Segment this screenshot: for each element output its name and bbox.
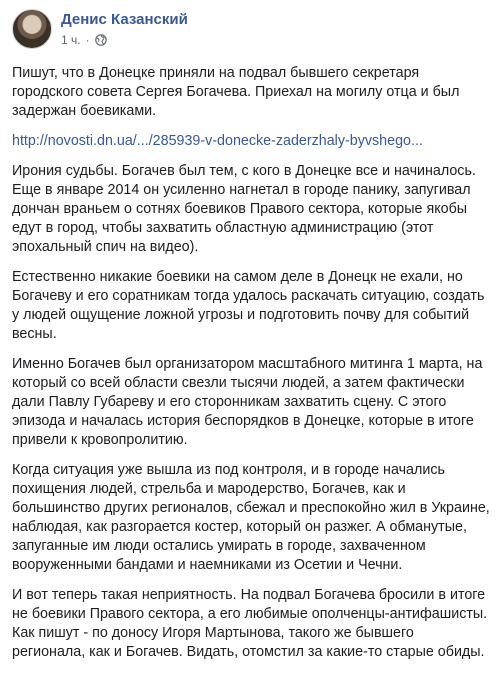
post-paragraph: Когда ситуация уже вышла из под контроля, и в городе начались похищения людей, стрельба и мародерство, Богачев, как и большинство других регионалов, сбежал и преспокойно жил в Украине, наблюдая, как разгорается костер, который он разжег. А обманутые, запуганные им люди остались умирать в городе, захваченном вооруженными бандами и наемниками из Осетии и Чечни. [12, 462, 490, 573]
post-body [12, 64, 490, 673]
post-paragraph: Естественно никакие боевики на самом деле в Донецк не ехали, но Богачеву и его соратникам тогда удалось раскачать ситуацию, создать у людей ощущение ложной угрозы и подготовить почву для событий весны. [12, 269, 485, 342]
post-paragraph: Ирония судьбы. Богачев был тем, с кого в Донецке все и начиналось. Еще в январе 2014 он усиленно нагнетал в городе панику, запугивал дончан враньем о сотнях боевиков Правого сектора, которые якобы едут в город, чтобы захватить областную администрацию (этот эпохальный спич на видео). [12, 163, 476, 255]
article-link[interactable]: http://novosti.dn.ua/.../285939-v-donecke-zaderzhaly-byvshego... [12, 133, 423, 149]
globe-icon[interactable] [95, 34, 107, 46]
post-paragraph: Пишут, что в Донецке приняли на подвал бывшего секретаря городского совета Сергея Богачева. Приехал на могилу отца и был задержан боевиками. [12, 65, 460, 119]
separator-dot: · [85, 33, 90, 47]
post-subline [61, 33, 188, 47]
post-header [12, 9, 188, 49]
post-paragraph: И вот теперь такая неприятность. На подвал Богачева бросили в итоге не боевики Правого сектора, а его любимые ополченцы-антифашисты. Как пишут - по доносу Игоря Мартынова, такого же бывшего регионала, как и Богачев. Видать, отомстил за какие-то старые обиды. [12, 587, 488, 660]
avatar[interactable] [12, 9, 52, 49]
author-name[interactable]: Денис Казанский [61, 11, 188, 28]
post-paragraph: Именно Богачев был организатором масштабного митинга 1 марта, на который со всей области свезли тысячи людей, а затем фактически дали Павлу Губареву и его сторонникам захватить сцену. С этого эпизода и началась история беспорядков в Донецке, которые в итоге привели к кровопролитию. [12, 356, 483, 448]
post-meta [61, 9, 188, 47]
post-timestamp[interactable]: 1 ч. [61, 33, 81, 47]
